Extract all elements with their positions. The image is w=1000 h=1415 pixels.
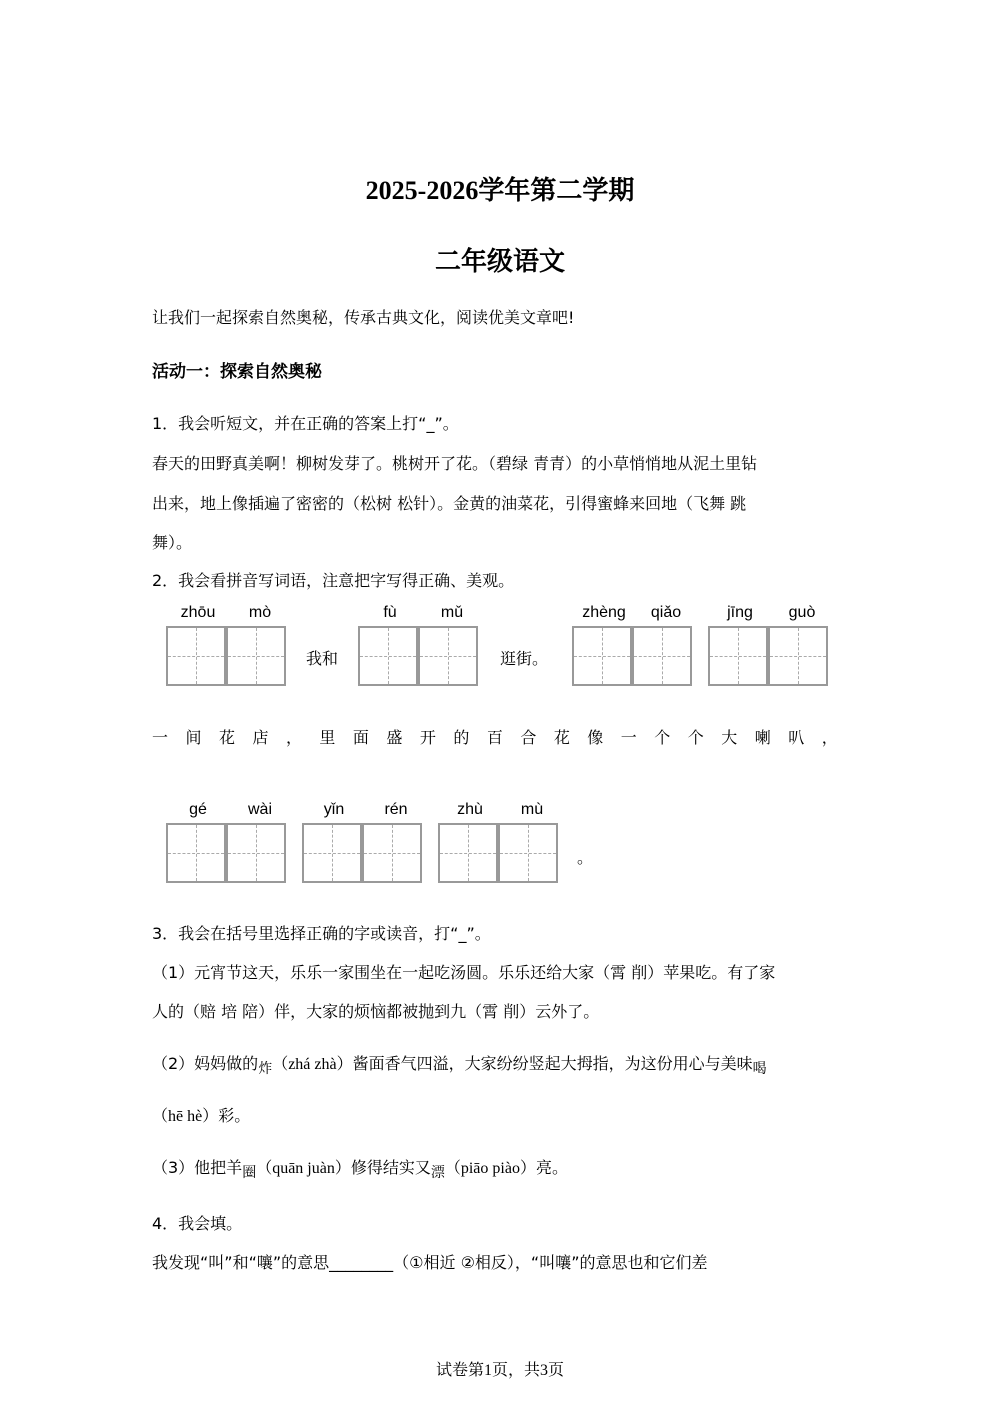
activity-heading: 活动一：探索自然奥秘 [152,362,322,382]
pinyin-label: mò [248,604,272,621]
sentence-char: 个 [654,728,671,747]
pinyin-label: jīng [727,604,753,621]
grid-cell[interactable] [768,626,828,686]
pinyin-label: fù [383,604,397,621]
line-text: （zhá zhà）酱面香气四溢，大家纷纷竖起大拇指，为这份用心与美味 [272,1056,753,1073]
question-2-prompt: 2．我会看拼音写词语，注意把字写得正确、美观。 [152,571,515,590]
grid-cell[interactable] [226,626,286,686]
page-subtitle: 二年级语文 [434,247,565,277]
grid-cell[interactable] [358,626,418,686]
writing-grid[interactable] [708,626,828,686]
pinyin-label: zhèng [582,604,626,621]
question-4-line: 我发现“叫”和“嚷”的意思________（①相近 ②相反），“叫嚷”的意思也和它们差 [152,1253,708,1272]
sentence-char: 一 [620,728,637,747]
sentence-text: 逛街。 [500,649,549,668]
pinyin-label: rén [384,801,408,818]
grid-cell[interactable] [418,626,478,686]
line-text: （piāo piào）亮。 [444,1160,568,1177]
spread-sentence [152,725,838,748]
grid-cell[interactable] [302,823,362,883]
writing-grid[interactable] [438,823,558,883]
sentence-char: 间 [185,728,202,747]
sentence-char: 个 [687,728,704,747]
sentence-char: 像 [587,728,604,747]
question-3-line [152,1051,767,1078]
sentence-char: 花 [553,728,570,747]
question-1-line: 春天的田野真美啊！柳树发芽了。桃树开了花。（碧绿 青青）的小草悄悄地从泥土里钻 [152,454,758,473]
writing-grid[interactable] [166,626,286,686]
pinyin-label: wài [247,801,272,818]
sentence-text: 我和 [306,649,339,668]
sentence-char: ， [821,728,838,747]
intro-text: 让我们一起探索自然奥秘，传承古典文化，阅读优美文章吧! [152,308,575,327]
question-1-prompt: 1．我会听短文，并在正确的答案上打“_”。 [152,414,459,433]
grid-cell[interactable] [498,823,558,883]
pinyin-label: yǐn [323,801,345,818]
sentence-char: 的 [453,728,470,747]
writing-grid[interactable] [358,626,478,686]
sentence-char: 大 [721,728,738,747]
grid-cell[interactable] [166,626,226,686]
sentence-char: 喇 [754,728,771,747]
sentence-char: ， [285,728,302,747]
page-title: 2025-2026学年第二学期 [365,176,635,205]
line-text: （2）妈妈做的 [152,1054,259,1073]
pinyin-label: mǔ [440,604,464,621]
question-3-line: （hē hè）彩。 [152,1108,251,1125]
sentence-char: 店 [252,728,269,747]
pinyin-label: zhù [457,801,483,818]
pinyin-label: guò [788,604,816,621]
writing-grid[interactable] [572,626,692,686]
grid-cell[interactable] [226,823,286,883]
line-text: （3）他把羊 [152,1158,243,1177]
sentence-char: 叭 [788,728,805,747]
sentence-char: 盛 [386,728,403,747]
sentence-char: 百 [486,728,503,747]
writing-grid[interactable] [166,823,286,883]
sentence-char: 开 [419,728,436,747]
pinyin-label: mù [520,801,544,818]
sentence-char: 里 [319,728,336,747]
grid-cell[interactable] [572,626,632,686]
question-3-line: （1）元宵节这天，乐乐一家围坐在一起吃汤圆。乐乐还给大家（霄 削）苹果吃。有了家 [152,963,776,982]
sentence-end: 。 [577,848,594,867]
grid-cell[interactable] [362,823,422,883]
target-char: 圈 [242,1165,257,1181]
grid-cell[interactable] [438,823,498,883]
pinyin-label: qiǎo [650,604,682,621]
grid-cell[interactable] [708,626,768,686]
question-1-line: 舞）。 [152,533,193,552]
writing-grid[interactable] [302,823,422,883]
pinyin-label: gé [189,801,207,818]
pinyin-label: zhōu [180,604,216,621]
target-char: 喝 [752,1061,767,1077]
question-4-prompt: 4．我会填。 [152,1214,243,1233]
grid-cell[interactable] [166,823,226,883]
target-char: 漂 [430,1165,445,1181]
sentence-char: 花 [218,728,235,747]
page-footer: 试卷第1页，共3页 [435,1362,564,1379]
grid-cell[interactable] [632,626,692,686]
question-3-line: 人的（赔 培 陪）伴，大家的烦恼都被抛到九（霄 削）云外了。 [152,1002,600,1021]
question-3-prompt: 3．我会在括号里选择正确的字或读音，打“_”。 [152,924,491,943]
sentence-char: 面 [352,728,369,747]
question-3-line [152,1155,568,1182]
sentence-char: 合 [520,728,537,747]
target-char: 炸 [258,1061,273,1077]
line-text: （quān juàn）修得结实又 [256,1160,431,1177]
question-1-line: 出来，地上像插遍了密密的（松树 松针）。金黄的油菜花，引得蜜蜂来回地（飞舞 跳 [152,494,747,513]
sentence-char: 一 [152,728,169,747]
